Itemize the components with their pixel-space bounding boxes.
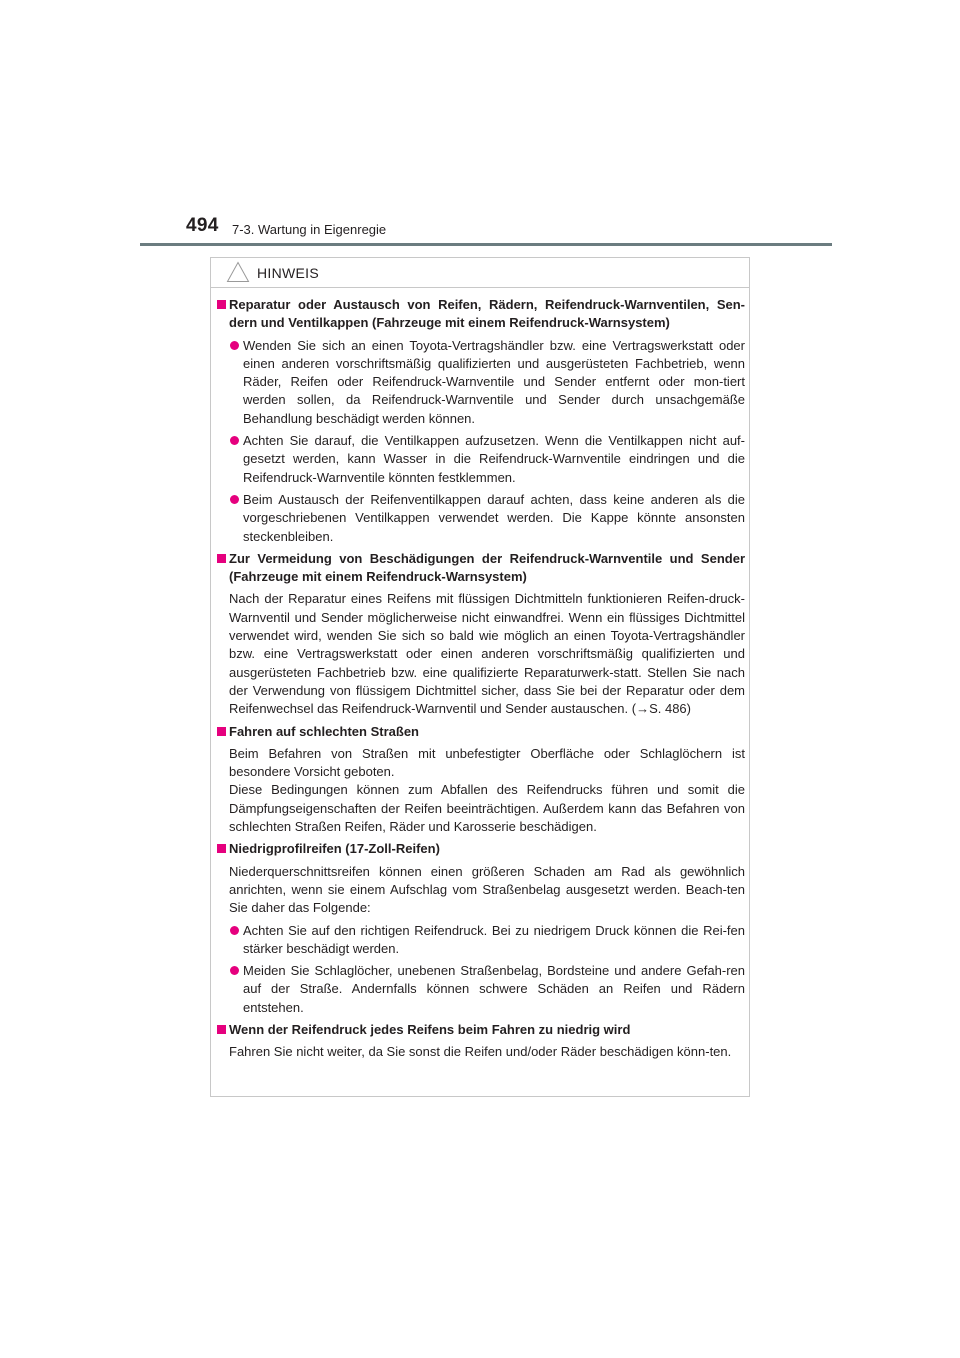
section-title: 7-3. Wartung in Eigenregie [232,222,387,237]
section-tire-repair [215,296,745,546]
round-bullet-icon [230,436,239,445]
list-item [229,922,745,959]
square-bullet-icon [217,300,226,309]
section-low-pressure [215,1021,745,1062]
square-bullet-icon [217,554,226,563]
notice-content [215,296,745,1066]
round-bullet-icon [230,926,239,935]
section-heading: Wenn der Reifendruck jedes Reifens beim Fahren zu niedrig wird [229,1021,631,1037]
list-item-text: Meiden Sie Schlaglöcher, unebenen Straßenbelag, Bordsteine und andere Gefah-ren auf der Straße. Andernfalls können schwere Schäden an Reifen und Rädern entstehen. [243,963,745,1015]
section-heading: Niedrigprofilreifen (17-Zoll-Reifen) [229,841,440,857]
paragraph: Niederquerschnittsreifen können einen größeren Schaden am Rad als gewöhnlich anrichten, wenn sie einem Aufschlag vom Straßenbelag ausgesetzt werden. Beach-ten Sie daher das Folgende: [229,863,745,916]
paragraph: Nach der Reparatur eines Reifens mit flüssigen Dichtmitteln funktionieren Reifen-druck-Warnventil und Sender möglicherweise nicht einwandfrei. Wenn ein flüssiges Dichtmittel verwendet wird, wenden Sie sich so bald wie möglich an einen Toyota-Vertragshändler bzw. eine Vertragswerkstatt oder einen anderen vorschriftsmäßig qualifizierten und ausgerüsteten Fachbetrieb bzw. eine qualifizierte Reparaturwerk-statt. Stellen Sie nach der Verwendung von flüssigem Dichtmittel sicher, dass Sie bei der Reparatur oder dem Reifenwechsel das Reifendruck-Warnventil und Sender austauschen. (→S. 486) [229,591,745,717]
paragraph: Diese Bedingungen können zum Abfallen des Reifendrucks führen und somit die Dämpfungseigenschaften der Reifen beeinträchtigen. Außerdem kann das Befahren von schlechten Straßen Reifen, Räder und Karosserie beschädigen. [229,782,745,835]
section-heading: Zur Vermeidung von Beschädigungen der Reifendruck-Warnventile und Sender (Fahrzeuge mit einem Reifendruck-Warnsystem) [229,550,745,585]
list-item [229,491,745,546]
section-bad-roads [215,723,745,837]
warning-triangle-icon [226,261,250,283]
list-item [229,337,745,428]
header-rule [140,243,832,246]
notice-title: HINWEIS [257,265,319,281]
list-item-text: Wenden Sie sich an einen Toyota-Vertragshändler bzw. eine Vertragswerkstatt oder einen anderen vorschriftsmäßig qualifizierten und ausgerüsteten Fachbetrieb, wenn Räder, Reifen oder Reifendruck-Warnventile und Sender entfernt oder mon-tiert werden sollen, da Reifendruck-Warnventile und Sender durch unsachgemäße Behandlung beschädigt werden können. [243,337,745,426]
list-item [229,962,745,1017]
list-item-text: Achten Sie auf den richtigen Reifendruck. Bei zu niedrigem Druck können die Rei-fen stärker beschädigt werden. [243,922,745,956]
paragraph: Beim Befahren von Straßen mit unbefestigter Oberfläche oder Schlaglöchern ist besondere Vorsicht geboten. [229,745,745,780]
list-item-text: Beim Austausch der Reifenventilkappen darauf achten, dass keine anderen als die vorgeschriebenen Ventilkappen verwendet werden. Die Kappe könnte ansonsten steckenbleiben. [243,491,745,544]
section-low-profile-tires [215,840,745,1017]
square-bullet-icon [217,1025,226,1034]
notice-header [211,258,749,288]
section-heading: Reparatur oder Austausch von Reifen, Rädern, Reifendruck-Warnventilen, Sen-dern und Ventilkappen (Fahrzeuge mit einem Reifendruck-Warnsystem) [229,297,745,331]
list-item [229,432,745,487]
list-item-text: Achten Sie darauf, die Ventilkappen aufzusetzen. Wenn die Ventilkappen nicht auf-gesetzt werden, kann Wasser in die Reifendruck-Warnventile eindringen und die Reifendruck-Warnventile könnten festklemmen. [243,433,745,485]
section-heading: Fahren auf schlechten Straßen [229,723,419,739]
square-bullet-icon [217,844,226,853]
section-valve-protection [215,550,745,719]
page-number: 494 [186,215,219,236]
round-bullet-icon [230,966,239,975]
round-bullet-icon [230,341,239,350]
round-bullet-icon [230,495,239,504]
paragraph: Fahren Sie nicht weiter, da Sie sonst die Reifen und/oder Räder beschädigen könn-ten. [229,1044,732,1060]
notice-box [210,257,750,1097]
square-bullet-icon [217,727,226,736]
